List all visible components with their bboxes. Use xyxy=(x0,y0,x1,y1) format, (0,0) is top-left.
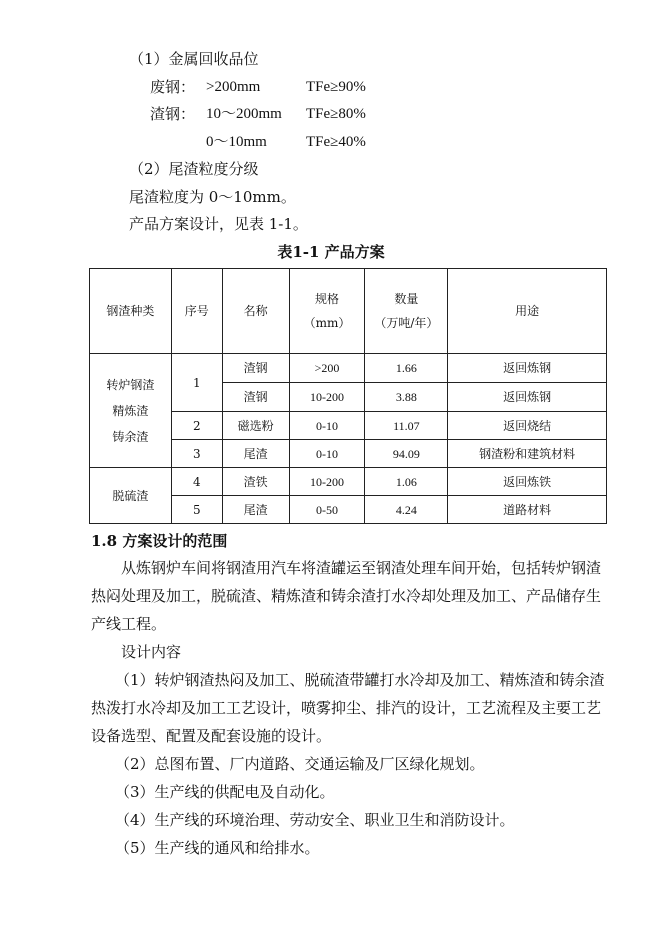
slag-steel-range: 10～200mm xyxy=(206,106,282,122)
section-intro: 从炼钢炉车间将钢渣用汽车将渣罐运至钢渣处理车间开始，包括转炉钢渣热闷处理及加工，脱硫渣、精炼渣和铸余渣打水冷却处理及加工、产品储存生产线工程。 xyxy=(91,559,602,633)
row-quantity: 1.06 xyxy=(365,468,448,496)
table-row xyxy=(90,354,607,383)
table-row xyxy=(90,468,607,496)
header-spec-label: 规格 xyxy=(315,292,340,306)
header-slag-type: 钢渣种类 xyxy=(90,269,172,354)
row-number: 2 xyxy=(171,412,222,440)
slag-group-desulfurization: 脱硫渣 xyxy=(90,468,172,524)
row-use: 返回炼铁 xyxy=(448,468,607,496)
group-name: 转炉钢渣 xyxy=(106,377,155,392)
row-use: 返回炼钢 xyxy=(448,383,607,412)
group-name: 铸余渣 xyxy=(112,429,149,444)
row-spec: 0-10 xyxy=(289,412,365,440)
row-spec: 10-200 xyxy=(289,468,365,496)
header-spec xyxy=(289,269,365,354)
row-name: 磁选粉 xyxy=(222,412,289,440)
scrap-steel-grade: TFe≥90% xyxy=(306,79,366,95)
row-name: 渣铁 xyxy=(222,468,289,496)
row-number: 3 xyxy=(171,440,222,468)
slag-steel-grade: TFe≥80% xyxy=(306,106,366,122)
row-use: 钢渣粉和建筑材料 xyxy=(448,440,607,468)
section-heading: 1.8 方案设计的范围 xyxy=(91,532,228,550)
header-number: 序号 xyxy=(171,269,222,354)
row-spec: 0-50 xyxy=(289,496,365,524)
row-spec: 10-200 xyxy=(289,383,365,412)
design-item: （1）转炉钢渣热闷及加工、脱硫渣带罐打水冷却及加工、精炼渣和铸余渣热泼打水冷却及加工工艺设计，喷雾抑尘、排汽的设计，工艺流程及主要工艺设备选型、配置及配套设施的设计。 xyxy=(91,671,605,745)
design-item: （2）总图布置、厂内道路、交通运输及厂区绿化规划。 xyxy=(115,755,485,773)
tailings-size-text: 尾渣粒度为 0～10mm。 xyxy=(129,188,296,206)
row-use: 道路材料 xyxy=(448,496,607,524)
header-name: 名称 xyxy=(222,269,289,354)
slag-steel-label: 渣钢： xyxy=(150,105,196,123)
design-item: （5）生产线的通风和给排水。 xyxy=(115,839,320,857)
header-quantity-unit: （万吨/年） xyxy=(374,316,439,330)
header-use: 用途 xyxy=(448,269,607,354)
row-quantity: 94.09 xyxy=(365,440,448,468)
row-use: 返回炼钢 xyxy=(448,354,607,383)
row-quantity: 11.07 xyxy=(365,412,448,440)
group-name: 精炼渣 xyxy=(112,403,149,418)
design-item: （4）生产线的环境治理、劳动安全、职业卫生和消防设计。 xyxy=(115,811,515,829)
scrap-steel-label: 废钢： xyxy=(150,78,196,96)
header-spec-unit: （mm） xyxy=(303,316,351,330)
slag-group-converter xyxy=(90,354,172,468)
row-quantity: 4.24 xyxy=(365,496,448,524)
row-name: 渣钢 xyxy=(222,354,289,383)
row-name: 尾渣 xyxy=(222,440,289,468)
product-table xyxy=(89,268,607,524)
row-number: 1 xyxy=(171,354,222,412)
row-spec: >200 xyxy=(289,354,365,383)
row-use: 返回烧结 xyxy=(448,412,607,440)
header-quantity-label: 数量 xyxy=(394,292,419,306)
row-number: 5 xyxy=(171,496,222,524)
header-quantity xyxy=(365,269,448,354)
row-spec: 0-10 xyxy=(289,440,365,468)
design-item: （3）生产线的供配电及自动化。 xyxy=(115,783,335,801)
row-quantity: 3.88 xyxy=(365,383,448,412)
row-name: 尾渣 xyxy=(222,496,289,524)
fine-grade: TFe≥40% xyxy=(306,134,366,150)
table-title: 表1-1 产品方案 xyxy=(277,243,385,261)
table-header-row xyxy=(90,269,607,354)
row-quantity: 1.66 xyxy=(365,354,448,383)
design-content-label: 设计内容 xyxy=(121,643,182,661)
scheme-reference-text: 产品方案设计，见表 1-1。 xyxy=(129,215,308,233)
row-name: 渣钢 xyxy=(222,383,289,412)
recovery-heading: （1）金属回收品位 xyxy=(129,50,259,68)
row-number: 4 xyxy=(171,468,222,496)
scrap-steel-range: >200mm xyxy=(206,79,261,95)
fine-range: 0～10mm xyxy=(206,134,267,150)
tailings-heading: （2）尾渣粒度分级 xyxy=(129,160,259,178)
